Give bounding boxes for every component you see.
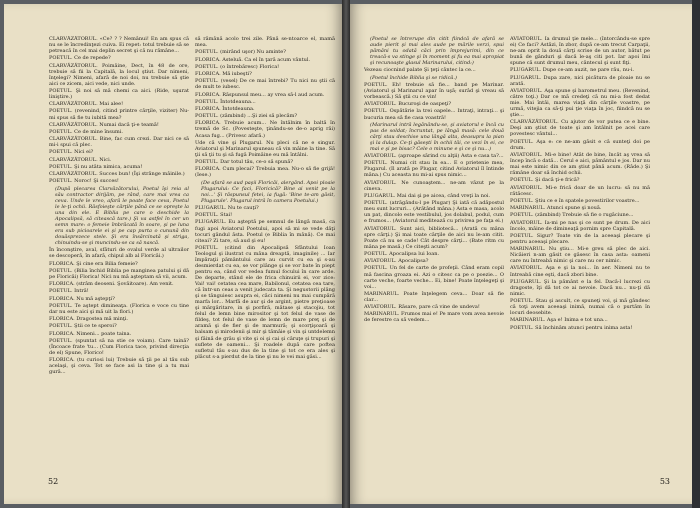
paragraph: POETUL. (o întrebăresc) Florica! [195,63,280,70]
paragraph: PLUGARUL. Dupe ce-am auzit, ne pare rău, nu-i. [510,67,635,74]
paragraph: POETUL. Un fel de carte de profeţii. Când eram copil mă fascina groaza ei. Azi o citesc ca pe o poezie... O carte veche, foarte veche... Ei, bine! Poate înţelegeţi şi voi... [364,265,504,290]
right-page-column-1 [364,36,504,476]
paragraph: AVIATORUL. Sunt aici, bibliotecă... (Arată cu mâna spre cărţi.) Şi mai toate cărţile de aici nu le-am citit. Poate că nu se cade! Cât despre cărţi... (Bate ritm cu mâna pe masă.) Ce citeşti acum? [364,225,504,250]
paragraph: AVIATORUL. Aşa e şi la noi... în aer. Nimeni nu te întreabă cine eşti, dacă zbori bine. [510,265,650,278]
paragraph: AVIATORUL. Ne cunoaştem... ne-am văzut pe la cineva. [364,179,504,192]
paragraph: PLUGARUL. Nu te cauţi? [195,204,259,211]
paragraph: POETUL. Eh! trebuie să fie... band pe Marinar. (Aviatorul şi Marinarul apar în uşă; surâd şi vreau să vorbească.) Să ştii cu ce vin! [364,81,504,100]
paragraph: Ude că vine şi Plugarul. Nu pleci că ne e singur. Aviatorul şi Marinarul spuneau că vin mâine la tine. Să ţii să ţii tu şi să fugă Poimâine eu mă întâlni. [195,139,335,158]
paragraph: POETUL. Şi dacă ţi-e frică? [510,177,580,184]
paragraph: MARINARUL. Atunci spune şi nouă. [510,205,602,212]
paragraph: AVIATORUL. Ia drumul ţie mele... (întorcându-se spre ei) Ce faci? Astăzi, în zbor, după ce-am trecut Carpaţii, ne-am oprit la două cărţi scrise de un autor, bătut pe bună de gânduri şi dacă le-aş citi pot. Iar apoi îmi spune că sunt drumul meu, cântecul şi sunt fiţi. [510,36,650,67]
paragraph: POETUL. Şi noi să mă chemi ca aici. (Ride, uşurat liniştire.) [49,87,189,100]
paragraph: (De afară se aud paşii Floricăi, alergând. Apoi ploaie Plugarului: Ce faci, Floricică? Bine ai venit pe la noi...' Şi râspunsul fetei, ia fugă: 'Bine te-am găsit, Plugarule'. Plugarul intră în camera Poetului.) [201,179,335,204]
right-page [350,4,692,504]
book-edge [692,0,700,508]
paragraph: CLARVĂZĂTORUL. Poimâine, Dect, în 48 de ore, trebuie să fii la Capitală, la locul ştiut. Dar nimeni, înţelegi? Nimeni, afară de noi doi, nu trebuie să ştie aici ce zicem, aici vede, nici unde. [49,62,189,87]
paragraph: FLORICA. Mă iubeşti? [195,70,252,77]
paragraph: POETUL. Şi nu atâta nimica, acuma! [49,163,143,170]
paragraph: POETUL. Noroc! Şi succes! [49,178,119,185]
paragraph: AVIATORUL. Aşa spune şi barometrul meu. (Revenind, către toţi.) Dar ce mă credeţi că nu mi-a fost dedat mie. Mai întâi, marea viaţă din cărţile voastre, pe urmă, vitejia ca să-ţi pui ţie viaţa în joc, fiindcă nu se ştie... [510,87,650,119]
paragraph: Vezeau ciocnind palate Şi ţeţi cântec la ce... [364,67,476,74]
paragraph: POETUL. Nici ei? [49,149,94,156]
paragraph: FLORICA. Dragostea mă minţi. [49,316,129,323]
paragraph: FLORICA. Întotdeauna. [195,105,255,112]
paragraph: CLARVĂZĂTORUL. Mai alee! [49,101,124,108]
paragraph: POETUL. Stai! [195,212,233,219]
paragraph: CLARVĂZĂTORUL. Numai dacă ţi-e teamă! [49,121,159,128]
paragraph: CLARVĂZĂTORUL. «Ce? ? ? Nemănui! En am spus că nu se le încredinţezi cuiva. Ei repet: totul trebuie să se petreacă în cel mai deplin secret şi că nu rămâne... [49,36,189,55]
paragraph: PLUGARUL. Dupa zare, nici picătura de ploaie nu se arată. [510,74,650,87]
paragraph: POETUL. (zâmbind) Trebuie să fie o rugăciune... [510,212,634,219]
paragraph: AVIATORUL. (aproape sărind cu alţii) Asta e casa ta?... [364,153,504,160]
paragraph: POETUL. Ştii ce te speroi? [49,323,117,330]
paragraph: În înconştire, aval, sfâturi de ovalul verde al ultrailor se descoperă, în afară, chipul alb al Floricăi.) [49,247,189,260]
left-page-column-2 [195,36,335,476]
paragraph: FLORICA. Asteluă. Ca el în ţară acum vântul. [195,56,311,63]
paragraph: MARINARUL. Aşa e! Inima e tot una... [510,317,608,324]
paragraph: POETUL. Numai cit stau în ea... E o prietenie mea, Plugarul. (Il arată pe Plugar, citind Aviatorul îl întinde mâna.) Cu aceasta nu mi-ai spus nimic... [364,160,504,179]
paragraph: PLUGARUL. Eu aşteptă pe semnul de lângă masă, ca fugi apoi Aviatorul Poetului, apoi să mi se vede dăţi tocuri gândul ăsta. Poetul (e Biblia în mână). Ce mai citeai? Zi tare, să aud şi eu! [195,219,335,244]
left-page-column-1 [49,36,189,476]
paragraph: POETUL. (revenind, citind printre cărţile, viziter) Nu-mi spus să fie tu iubită mea? [49,108,189,121]
left-page [4,4,342,504]
paragraph: AVIATORUL. Mi-e frică doar de un lucru: să nu mă rătăcesc. [510,184,650,197]
paragraph: AVIATORUL. Răsare, pare că vine de undeva! [364,304,480,311]
paragraph: să rămână acolo trei zile. Până se-ntoarce el, mamă mea. [195,36,335,49]
paragraph: POETUL. Ce de mine însumi. [49,128,123,135]
paragraph: POETUL. (citind din Apocalipsă Sfântului Ioan Teologul şi ilustrat cu mâna dreaptă, imaginile) ... Iar împăraţii pământului care au curvit cu ea şi s-au desmierdat cu ea, se vor plânge şi se vor bate în piept pentru ea, când vor vedea fumul focului în care arde. De departe, stând ele de frica chinuirii ei, vor zice: Vai! vai! cetatea cea mare, Babilonul, cetatea cea tare, că într-un ceas a venit judecata ta. Şi negustorii plâng şi se tânguiesc asupra ei, căci nimeni nu mai cumpără marfa lor... Marfă de aur şi de argint, pietre preţioase şi mărgăritare, in şi porfiră, mătase şi stacojiu, tot felul de lemn bine mirositor şi tot felul de vase de fildeş, tot felul de vase de lemn de mare preţ şi de aramă şi de fier şi de marmură; şi scorţişoară şi balsam şi mirodenii şi mir şi tămâie şi vin şi untdelemn şi făină de grâu şi vite şi oi şi cai şi căruţe şi trupuri şi suflete de oameni... Şi roadele după care poftea sufletul tău s-au dus de la tine şi tot ce era ales şi plăcut s-a pierdut de la tine şi nu le vei mai găsi... [195,244,335,360]
paragraph: PLUGARUL. Şi la pământ e la fel. Dacă-l lucrezi cu dragoste, îţi dă tot ce ai nevoie. Dacă nu... nu-ţi dă nimic. [510,278,650,297]
paragraph: POETUL. Aşa e: ce ne-am găsit e că sunteţi doi pe drum. [510,138,650,151]
paragraph: POETUL. (Bilia închid Biblia pe manginea patului şi dă pe Floricăi) Florica! Nici nu mă aşteptam să vii, acum. [49,267,189,280]
paragraph: POETUL. (spuntat să na stie ce voiam). Care taină? (Încoace frate 'tu... (Cum Florica tace, privind direcţia de el) Spune, Florico! [49,337,189,356]
paragraph: CLARVĂZĂTORUL. Bine, fac cum crezi. Dar nici ce să mi-i spui că plec. [49,136,189,149]
paragraph: FLORICA. Şi cine era Bilia femeie? [49,260,138,267]
paragraph: FLORICA. Trebuie acum... Ne întâlnim în baltă în tremă de Sc. (Povesteşte, ţinându-se de-o aprig răi) Acasa fug... (Privesc afară.) [195,120,335,139]
paragraph: FLORICA. Răspunsul meu... ay vrea să-l aud acum. [195,91,325,98]
paragraph: CLARVĂZĂTORUL. Cu ajutor de vor putea ce e bine. Deşi am ştiut de toate şi am întâlnit pe acei care povestesc vântul... [510,119,650,138]
paragraph: CLARVĂZĂTORUL. Succes bun! (Îşi strânge mâinile.) [49,171,185,178]
paragraph: AVIATORUL. Mi-e bine! Atât de bine, încât aş vrea să încep încă o dată... Cerul e aici, pământul e jos. Dar nu mai este nimic din ce am ştiut până acum. (Râde.) Şi rămâne doar să închid ochii. [510,151,650,177]
paragraph: AVIATORUL. Apocalipsa? [364,258,429,265]
paragraph: (După plecarea Clarvăzătorului, Poetul îşi reia al său contractor dirijăm, pe rând, care mai vrea ca ceva. Unde le vreo, afară le poate face ceva, Poetul le le-ţi ochii. Răsfoieşte cărţile până ce se opreşte la una din ele. E Biblia pe care o deschide la Apocalipsă, să citească tare.) Şi va astfel în cer un semn mare: o femeie îmbrăcată în soare, şi pe luna era sub picioarele ei şi pe cap purta o cunună din douăsprezece stele. Şi era însărcinată şi striga, chinuindu-se şi muncindu-se ca să nască. [55,185,189,247]
paragraph: FLORICA. Nimeni... poate taina. [49,330,132,337]
paragraph: AVIATORUL. Ia-mi pe nas şi ce sunt pe drum. De aici încolo, mâine de dimineaţă pornim spre Capitală. [510,219,650,232]
paragraph: (Poetul închide Biblia şi se ridică.) [370,74,457,81]
right-page-number: 53 [659,477,670,486]
paragraph: POETUL. Ştiu ce e în spatele povestirilor voastre... [510,197,640,204]
paragraph: FLORICA. Cum plecai? Trebuia mea. Nu-o să fie grijă! (Iese.) [195,166,335,179]
paragraph: POETUL. Te aştept dimineaţa. (Florica e voce cu tine dar nu este aici şi mă uit la flori.) [49,302,189,315]
paragraph: POETUL. Stau şi ascult, ce spuneţi voi, şi mă gândesc că toţi avem aceeaşi inimă, numai că o purtăm în locuri deosebite. [510,298,650,317]
paragraph: (Marinarul intră legănându-se, şi aviatorul e încă cu pas de soldat; încruntat, pe lângă masă: cele două cărţi stau deschise una lângă alta, deasupra la pian şi la dulap. Ce-ţi găseşti în ochii tăi, ce vezi în ei, ce mai e şi pe bisac? Cele o minune e şi ce şi nu...) [370,121,504,152]
paragraph: POETUL. Dar totul tău, ce-o să spună? [195,159,294,166]
paragraph: POETUL. Să închinăm atunci pentru inima asta! [510,324,633,331]
paragraph: POETUL. (atrăgându-l pe Plugar) Şi iată că adăpostul meu sunt lucruri... (Arătând mâna.) Asta e masa, acolo un pat, dincolo este vestibulul, jos dolabul, podul, cum e frumos... (Aviatorul meditează cu privirea pe faţa ei.) [364,200,504,225]
right-page-column-2 [510,36,650,476]
paragraph: POETUL. Întotdeauna... [195,98,256,105]
left-page-number: 52 [48,477,59,486]
paragraph: POETUL. (vesel) De ce mai întrebi? Tu nici nu ştii că de mult te iubesc. [195,78,335,91]
paragraph: FLORICA. Nu mă aştepţi? [49,295,115,302]
paragraph: CLARVĂZĂTORUL. Nici. [49,156,112,163]
paragraph: MARINARUL. Nu ştiu... Mi-e greu să plec de aici. Nicăieri n-am găsit ce găsesc în casa asta: oameni care nu întreabă nimic şi care nu cer nimic. [510,246,650,265]
paragraph: FLORICA. (strâm deoseni. Şovăitoare). Am venit. [49,281,174,288]
paragraph: MARINARUL. Poate înţelegem ceva... Doar să fie clar... [364,290,504,303]
paragraph: MARINARUL. Frumos mai e! Pe mare vom avea nevoie de ferestre ca să vedem... [364,311,504,324]
paragraph: PLUGARUL. Mai dai şi pe aicea, când vreţi la noi. [364,193,491,199]
paragraph: AVIATORUL. Bucuroşi de oaspeţi? [364,101,452,108]
paragraph: POETUL. Sigur? Toate vin de la aceeaşi plecare şi pentru aceeaşi plecare. [510,232,650,245]
book-gutter [342,0,350,508]
paragraph: FLORICA. (tu curiosi lui) Trebuie să ţii pe al tău sub acelaşi, şi ceva. Tot se face asi la tine şi a tu mai gură... [49,357,189,376]
paragraph: POETUL. (zâmbind) ...Şi ziei să plecăm? [195,113,298,120]
paragraph: POETUL. Apocalipsa lui Ioan. [364,250,440,257]
paragraph: POETUL. (mirând uşor) Nu aminte? [195,49,286,56]
paragraph: POETUL. Intră! [49,288,89,295]
paragraph: POETUL. Ospătărie la trei oapele... Intraţi, intraţi... şi bucuria mea să fie casa voastră! [364,108,504,121]
paragraph: (Poetul se întrerupe din citit fiindcă de afară se aude pierit şi mai ales aude pe mările verzi, spui pămâni tu odată căci prin împrejurimi, din ce treacă-s va stinge şi în moment şi fu ea mai apropiat şi recunoaşte glasul Marinarului, citind:) [370,36,504,67]
paragraph: POETUL. Ce de repede? [49,55,111,62]
